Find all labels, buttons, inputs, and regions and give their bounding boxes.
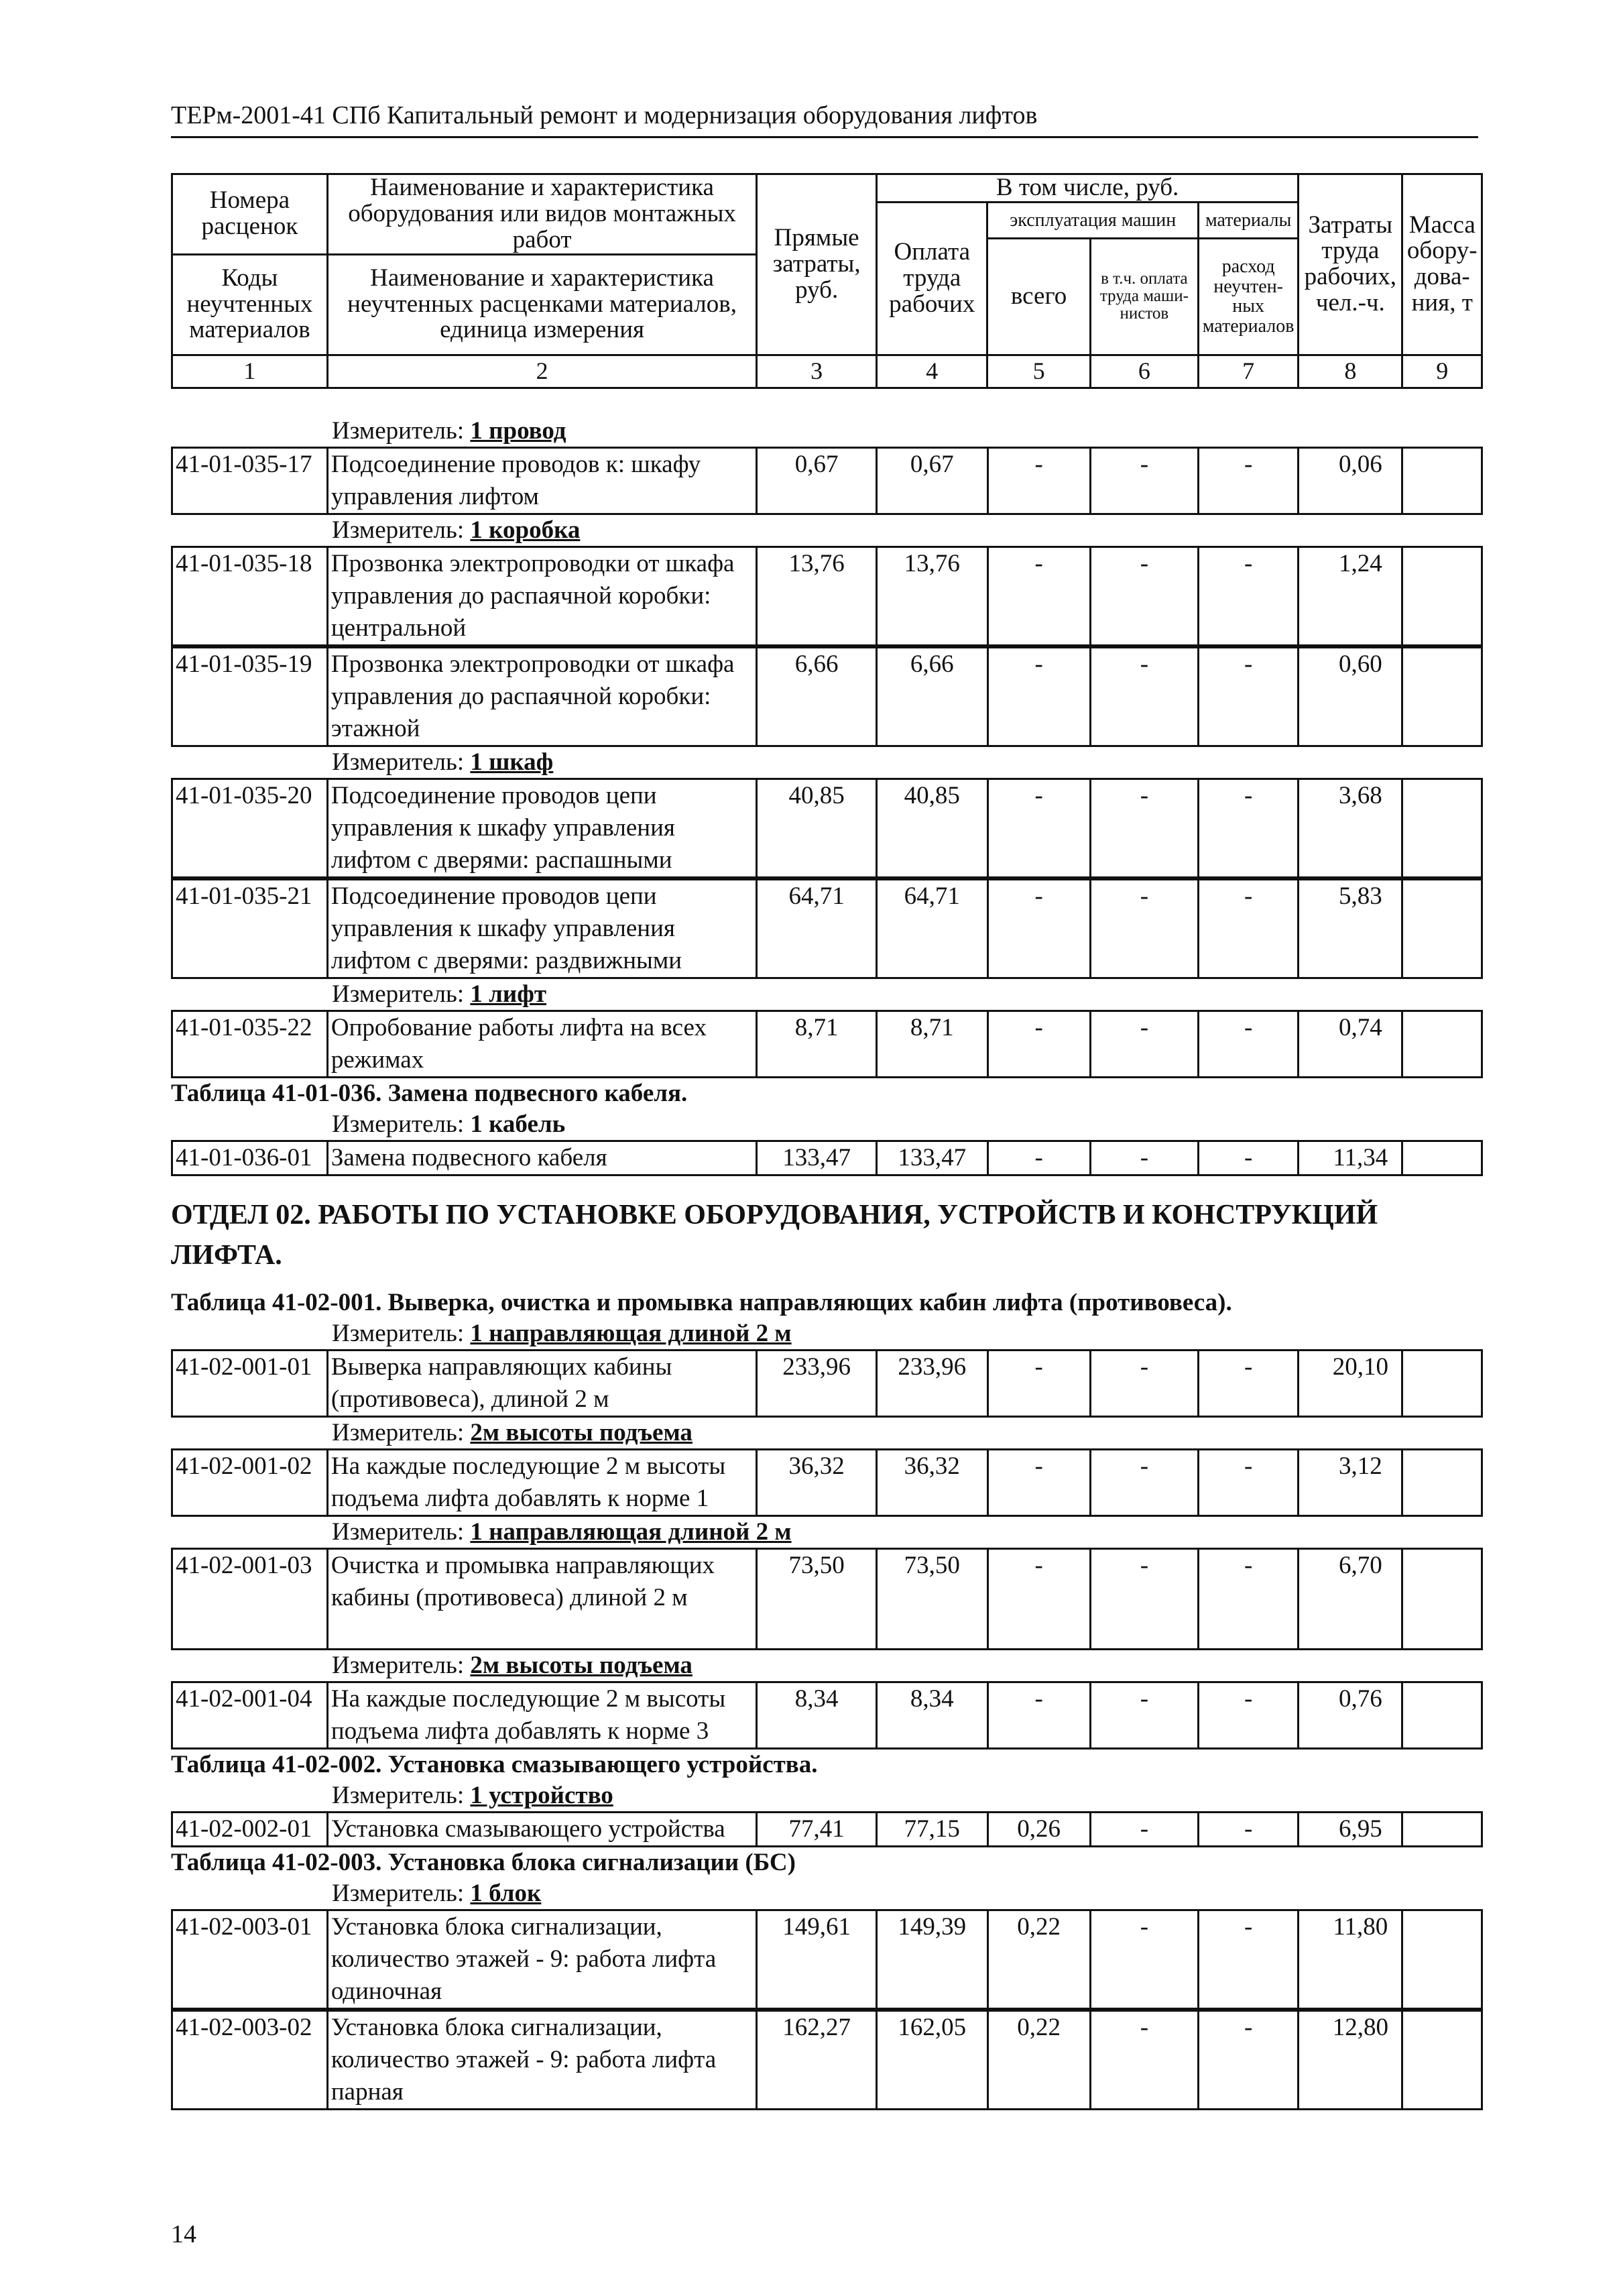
rate-name: Прозвонка электропроводки от шкафа управления до распаячной коробки: центральной <box>327 547 756 646</box>
rate-row <box>171 1909 1483 2010</box>
measure-label: Измеритель: <box>332 1518 465 1546</box>
equipment-mass <box>1402 1450 1482 1516</box>
col-number: 9 <box>1402 355 1482 388</box>
equipment-mass <box>1402 2011 1482 2110</box>
labor-pay: 0,67 <box>877 448 987 514</box>
labor-hours: 0,06 <box>1299 448 1402 514</box>
rate-row <box>171 778 1483 878</box>
machines-total: - <box>987 1549 1090 1650</box>
rate-row <box>171 1010 1483 1078</box>
labor-pay: 64,71 <box>877 880 987 978</box>
equipment-mass <box>1402 1813 1482 1847</box>
machinist-pay: - <box>1090 779 1198 878</box>
rate-code: 41-02-002-01 <box>172 1813 328 1847</box>
measure-unit: 1 направляющая длиной 2 м <box>470 1320 792 1347</box>
rate-name: Очистка и промывка направляющих кабины (противовеса) длиной 2 м <box>327 1549 756 1650</box>
col-number: 7 <box>1199 355 1299 388</box>
equipment-mass <box>1402 1549 1482 1650</box>
labor-hours: 0,76 <box>1299 1682 1402 1749</box>
machinist-pay: - <box>1090 1813 1198 1847</box>
rate-code: 41-01-035-20 <box>172 779 328 878</box>
machinist-pay: - <box>1090 1351 1198 1417</box>
rate-name: Подсоединение проводов цепи управления к шкафу управления лифтом с дверями: раздвижными <box>327 880 756 978</box>
col6-header: в т.ч. оплата труда маши-нистов <box>1090 238 1198 355</box>
machinist-pay: - <box>1090 1549 1198 1650</box>
machines-total: 0,26 <box>987 1813 1090 1847</box>
table-title: Таблица 41-02-001. Выверка, очистка и промывка направляющих кабин лифта (противовеса). <box>171 1289 1232 1316</box>
measure-unit: 1 блок <box>470 1880 542 1907</box>
rate-name: На каждые последующие 2 м высоты подъема лифта добавлять к норме 1 <box>327 1450 756 1516</box>
machines-total: - <box>987 448 1090 514</box>
machinist-pay: - <box>1090 448 1198 514</box>
rate-row <box>171 1681 1483 1749</box>
machines-total: - <box>987 547 1090 646</box>
labor-pay: 13,76 <box>877 547 987 646</box>
rate-code: 41-02-001-02 <box>172 1450 328 1516</box>
equipment-mass <box>1402 1351 1482 1417</box>
measure-unit: 2м высоты подъема <box>470 1652 693 1679</box>
materials-header: материалы <box>1199 202 1299 238</box>
group-header: В том числе, руб. <box>877 174 1299 203</box>
materials-use: - <box>1199 1813 1299 1847</box>
materials-use: - <box>1199 1549 1299 1650</box>
machinist-pay: - <box>1090 547 1198 646</box>
measure-label: Измеритель: <box>332 1782 465 1809</box>
labor-pay: 8,71 <box>877 1011 987 1078</box>
measure-unit: 1 шкаф <box>470 748 554 776</box>
rate-row <box>171 1140 1483 1176</box>
col-number: 1 <box>172 355 328 388</box>
col7-header: расход неучтен-ных материалов <box>1199 238 1299 355</box>
measure-unit-line <box>171 1780 1483 1811</box>
rate-name: Замена подвесного кабеля <box>327 1141 756 1175</box>
materials-use: - <box>1199 448 1299 514</box>
col-number: 3 <box>757 355 877 388</box>
rate-code: 41-01-036-01 <box>172 1141 328 1175</box>
measure-label: Измеритель: <box>332 516 465 544</box>
materials-use: - <box>1199 779 1299 878</box>
measure-unit-line <box>171 1418 1483 1448</box>
direct-costs: 13,76 <box>757 547 877 646</box>
labor-hours: 5,83 <box>1299 880 1402 978</box>
machines-total: 0,22 <box>987 2011 1090 2110</box>
labor-pay: 133,47 <box>877 1141 987 1175</box>
materials-use: - <box>1199 2011 1299 2110</box>
machines-total: - <box>987 1141 1090 1175</box>
machines-total: - <box>987 1682 1090 1749</box>
direct-costs: 162,27 <box>757 2011 877 2110</box>
col9-header: Масса обору-дова-ния, т <box>1402 174 1482 355</box>
materials-use: - <box>1199 1141 1299 1175</box>
direct-costs: 149,61 <box>757 1910 877 2009</box>
measure-unit: 2м высоты подъема <box>470 1419 693 1446</box>
rate-code: 41-01-035-17 <box>172 448 328 514</box>
direct-costs: 0,67 <box>757 448 877 514</box>
machines-total: - <box>987 648 1090 746</box>
direct-costs: 6,66 <box>757 648 877 746</box>
rate-name: Опробование работы лифта на всех режимах <box>327 1011 756 1078</box>
labor-hours: 6,70 <box>1299 1549 1402 1650</box>
rate-row <box>171 546 1483 646</box>
materials-use: - <box>1199 1682 1299 1749</box>
rate-row <box>171 646 1483 747</box>
rate-row <box>171 1548 1483 1650</box>
rate-name: На каждые последующие 2 м высоты подъема лифта добавлять к норме 3 <box>327 1682 756 1749</box>
measure-unit: 1 устройство <box>470 1782 613 1809</box>
measure-unit-line <box>171 1318 1483 1349</box>
rate-row <box>171 878 1483 979</box>
direct-costs: 77,41 <box>757 1813 877 1847</box>
rate-row <box>171 1349 1483 1418</box>
machines-total: - <box>987 880 1090 978</box>
equipment-mass <box>1402 1910 1482 2009</box>
labor-pay: 149,39 <box>877 1910 987 2009</box>
labor-hours: 11,80 <box>1299 1910 1402 2009</box>
measure-unit-line <box>171 1650 1483 1681</box>
col-number: 6 <box>1090 355 1198 388</box>
col1-bottom-header: Коды неучтенных материалов <box>172 254 328 355</box>
labor-pay: 6,66 <box>877 648 987 746</box>
rate-row <box>171 1448 1483 1517</box>
equipment-mass <box>1402 1141 1482 1175</box>
measure-unit-line <box>171 1109 1483 1140</box>
col8-header: Затраты труда рабочих, чел.-ч. <box>1299 174 1402 355</box>
equipment-mass <box>1402 1682 1482 1749</box>
labor-hours: 3,12 <box>1299 1450 1402 1516</box>
labor-pay: 40,85 <box>877 779 987 878</box>
materials-use: - <box>1199 1351 1299 1417</box>
machinist-pay: - <box>1090 1011 1198 1078</box>
page-header: ТЕРм-2001-41 СПб Капитальный ремонт и модернизация оборудования лифтов <box>171 101 1038 129</box>
labor-hours: 0,74 <box>1299 1011 1402 1078</box>
column-header-table <box>171 173 1483 389</box>
materials-use: - <box>1199 1011 1299 1078</box>
direct-costs: 64,71 <box>757 880 877 978</box>
labor-hours: 12,80 <box>1299 2011 1402 2110</box>
header-rule <box>171 136 1478 138</box>
measure-label: Измеритель: <box>332 417 465 445</box>
labor-hours: 11,34 <box>1299 1141 1402 1175</box>
rate-code: 41-01-035-18 <box>172 547 328 646</box>
col-number: 2 <box>327 355 756 388</box>
table-title: Таблица 41-01-036. Замена подвесного кабеля. <box>171 1080 688 1107</box>
rate-code: 41-01-035-22 <box>172 1011 328 1078</box>
labor-pay: 73,50 <box>877 1549 987 1650</box>
measure-label: Измеритель: <box>332 748 465 776</box>
materials-use: - <box>1199 1910 1299 2009</box>
materials-use: - <box>1199 547 1299 646</box>
col-number: 4 <box>877 355 987 388</box>
table-title: Таблица 41-02-003. Установка блока сигнализации (БС) <box>171 1849 796 1876</box>
measure-unit-line <box>171 979 1483 1010</box>
labor-hours: 20,10 <box>1299 1351 1402 1417</box>
machines-total: - <box>987 1450 1090 1516</box>
col3-header: Прямые затраты, руб. <box>757 174 877 355</box>
measure-unit-line <box>171 515 1483 546</box>
labor-pay: 162,05 <box>877 2011 987 2110</box>
rate-name: Установка блока сигнализации, количество этажей - 9: работа лифта одиночная <box>327 1910 756 2009</box>
measure-label: Измеритель: <box>332 1110 465 1138</box>
rate-row <box>171 2010 1483 2110</box>
measure-unit: 1 лифт <box>470 980 547 1008</box>
machinist-pay: - <box>1090 1141 1198 1175</box>
rate-name: Установка блока сигнализации, количество этажей - 9: работа лифта парная <box>327 2011 756 2110</box>
labor-hours: 6,95 <box>1299 1813 1402 1847</box>
machinist-pay: - <box>1090 648 1198 746</box>
labor-pay: 77,15 <box>877 1813 987 1847</box>
measure-label: Измеритель: <box>332 1320 465 1347</box>
direct-costs: 233,96 <box>757 1351 877 1417</box>
rate-code: 41-01-035-21 <box>172 880 328 978</box>
labor-hours: 1,24 <box>1299 547 1402 646</box>
measure-unit: 1 коробка <box>470 516 581 544</box>
direct-costs: 8,71 <box>757 1011 877 1078</box>
rate-name: Установка смазывающего устройства <box>327 1813 756 1847</box>
rate-name: Подсоединение проводов к: шкафу управления лифтом <box>327 448 756 514</box>
machinist-pay: - <box>1090 1682 1198 1749</box>
rate-name: Подсоединение проводов цепи управления к шкафу управления лифтом с дверями: распашными <box>327 779 756 878</box>
equipment-mass <box>1402 880 1482 978</box>
rate-code: 41-02-001-03 <box>172 1549 328 1650</box>
materials-use: - <box>1199 1450 1299 1516</box>
table-title: Таблица 41-02-002. Установка смазывающего устройства. <box>171 1751 818 1778</box>
page-number: 14 <box>171 2220 196 2248</box>
machinist-pay: - <box>1090 2011 1198 2110</box>
measure-unit-line <box>171 416 1483 447</box>
measure-label: Измеритель: <box>332 980 465 1008</box>
machinist-pay: - <box>1090 880 1198 978</box>
col2-bottom-header: Наименование и характеристика неучтенных расценками материалов, единица измерения <box>327 254 756 355</box>
direct-costs: 40,85 <box>757 779 877 878</box>
measure-label: Измеритель: <box>332 1419 465 1446</box>
equipment-mass <box>1402 779 1482 878</box>
machines-total: - <box>987 1351 1090 1417</box>
rate-code: 41-02-001-04 <box>172 1682 328 1749</box>
measure-label: Измеритель: <box>332 1652 465 1679</box>
rate-row <box>171 1811 1483 1847</box>
col-number: 8 <box>1299 355 1402 388</box>
direct-costs: 133,47 <box>757 1141 877 1175</box>
col5-header: всего <box>987 238 1090 355</box>
measure-unit-line <box>171 747 1483 778</box>
machinist-pay: - <box>1090 1910 1198 2009</box>
machinist-pay: - <box>1090 1450 1198 1516</box>
rate-code: 41-02-003-01 <box>172 1910 328 2009</box>
rate-code: 41-02-003-02 <box>172 2011 328 2110</box>
measure-unit: 1 направляющая длиной 2 м <box>470 1518 792 1546</box>
measure-unit: 1 провод <box>470 417 566 445</box>
col2-top-header: Наименование и характеристика оборудования или видов монтажных работ <box>327 174 756 255</box>
rate-code: 41-01-035-19 <box>172 648 328 746</box>
equipment-mass <box>1402 1011 1482 1078</box>
machines-header: эксплуатация машин <box>987 202 1199 238</box>
measure-label: Измеритель: <box>332 1880 465 1907</box>
materials-use: - <box>1199 648 1299 746</box>
machines-total: - <box>987 779 1090 878</box>
labor-hours: 3,68 <box>1299 779 1402 878</box>
rate-content <box>171 416 1483 2110</box>
rate-row <box>171 447 1483 515</box>
direct-costs: 8,34 <box>757 1682 877 1749</box>
equipment-mass <box>1402 648 1482 746</box>
materials-use: - <box>1199 880 1299 978</box>
measure-unit: 1 кабель <box>470 1110 566 1138</box>
labor-pay: 233,96 <box>877 1351 987 1417</box>
labor-pay: 8,34 <box>877 1682 987 1749</box>
rate-name: Выверка направляющих кабины (противовеса), длиной 2 м <box>327 1351 756 1417</box>
col1-top-header: Номера расценок <box>172 174 328 255</box>
rate-code: 41-02-001-01 <box>172 1351 328 1417</box>
labor-hours: 0,60 <box>1299 648 1402 746</box>
direct-costs: 73,50 <box>757 1549 877 1650</box>
measure-unit-line <box>171 1517 1483 1548</box>
measure-unit-line <box>171 1878 1483 1909</box>
machines-total: - <box>987 1011 1090 1078</box>
col-number: 5 <box>987 355 1090 388</box>
machines-total: 0,22 <box>987 1910 1090 2009</box>
direct-costs: 36,32 <box>757 1450 877 1516</box>
labor-pay: 36,32 <box>877 1450 987 1516</box>
equipment-mass <box>1402 448 1482 514</box>
section-title: ОТДЕЛ 02. РАБОТЫ ПО УСТАНОВКЕ ОБОРУДОВАНИЯ, УСТРОЙСТВ И КОНСТРУКЦИЙ ЛИФТА. <box>171 1200 1378 1271</box>
col4-header: Оплата труда рабочих <box>877 202 987 355</box>
rate-name: Прозвонка электропроводки от шкафа управления до распаячной коробки: этажной <box>327 648 756 746</box>
equipment-mass <box>1402 547 1482 646</box>
